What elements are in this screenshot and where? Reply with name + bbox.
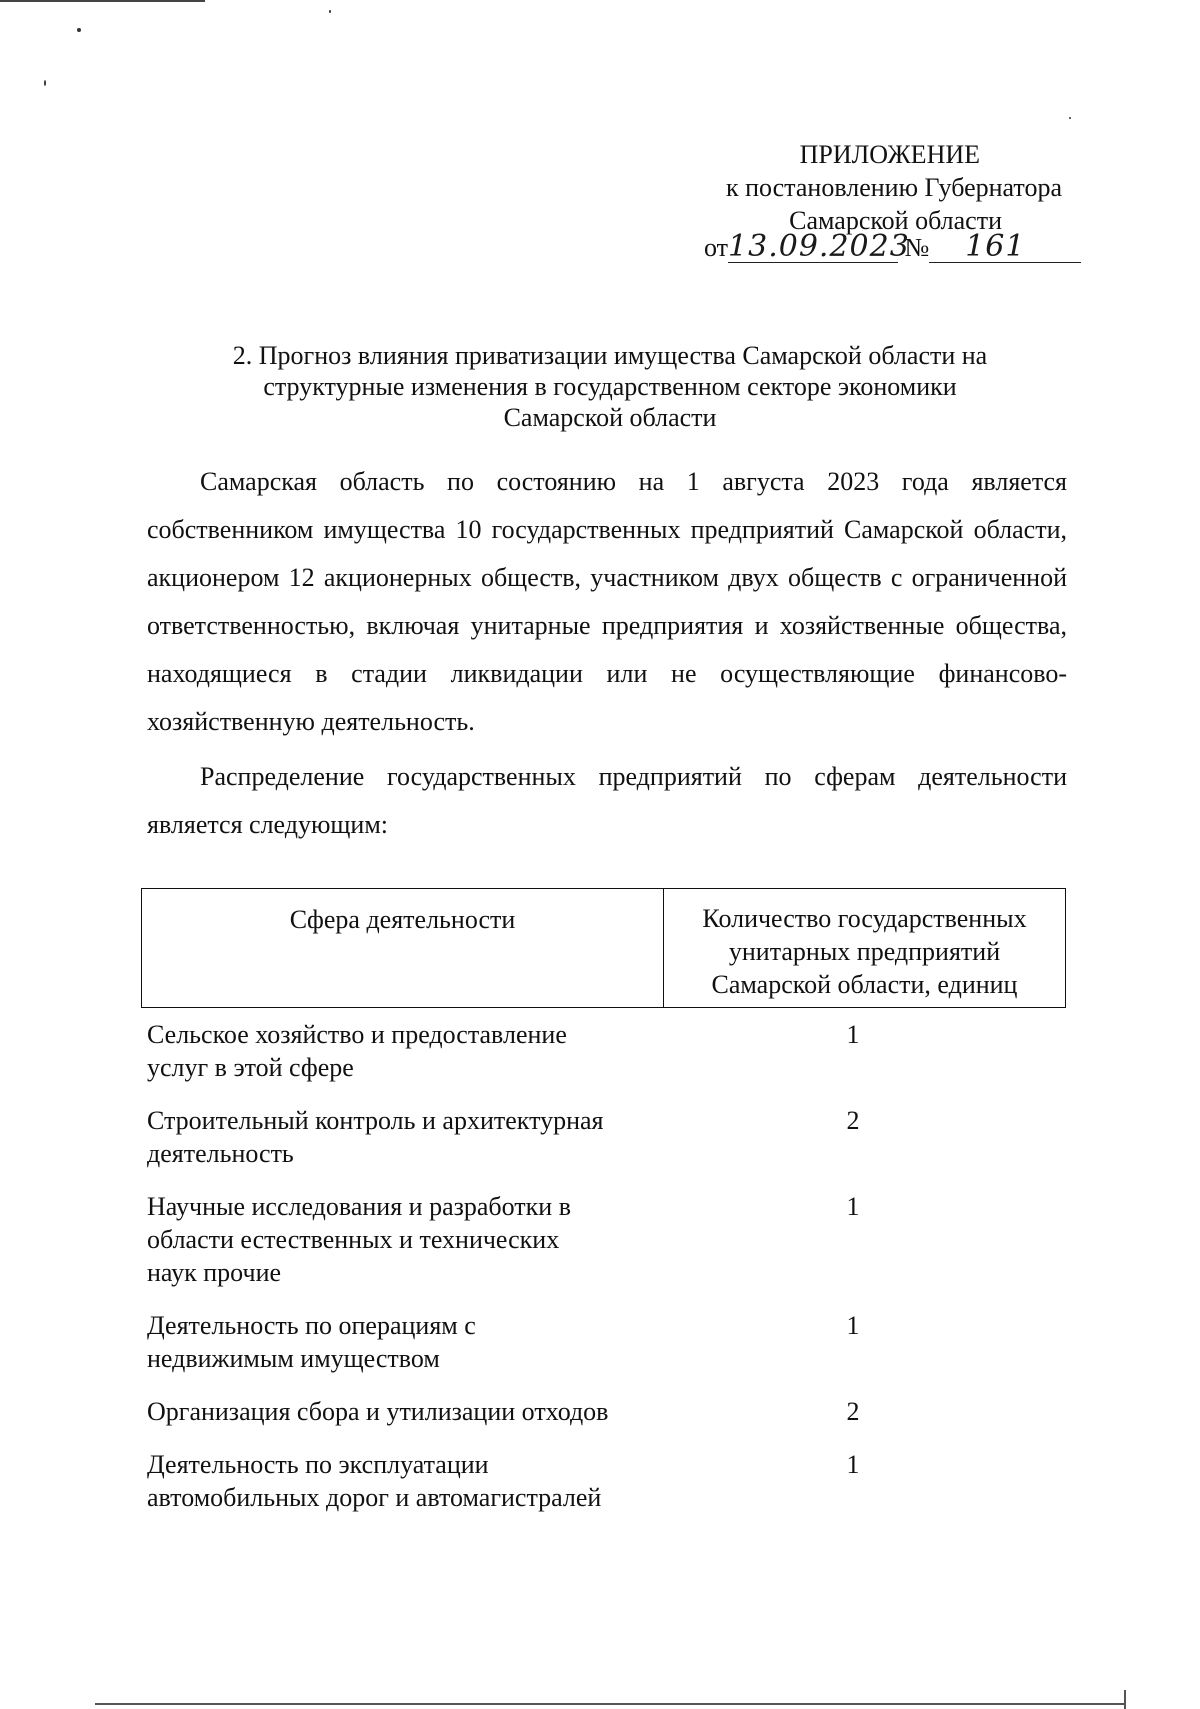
number-prefix: № (904, 233, 930, 262)
row-sphere-line: Сельское хозяйство и предоставление (147, 1020, 567, 1049)
scan-edge-right (1124, 1690, 1126, 1709)
table-header-count-line: унитарных предприятий (728, 937, 1001, 966)
table-row (147, 1448, 1067, 1514)
appendix-reference: к постановлению Губернатора (725, 173, 1062, 202)
table-header-sphere: Сфера деятельности (142, 889, 664, 1007)
table-row (147, 1104, 1067, 1170)
table-body (147, 1018, 1067, 1534)
section-heading-line: структурные изменения в государственном секторе экономики (263, 372, 957, 401)
row-sphere-line: Деятельность по операциям с (147, 1311, 476, 1340)
row-sphere (147, 1190, 657, 1289)
table-header (141, 888, 1066, 1008)
date-prefix: от (704, 233, 729, 262)
row-sphere-line: автомобильных дорог и автомагистралей (147, 1483, 602, 1512)
row-sphere-line: Организация сбора и утилизации отходов (147, 1397, 609, 1426)
row-count: 2 (846, 1106, 860, 1135)
appendix-header (582, 138, 1062, 237)
row-sphere-line: Деятельность по эксплуатации (147, 1450, 489, 1479)
row-sphere-line: Строительный контроль и архитектурная (147, 1106, 604, 1135)
appendix-region: Самарской области (789, 206, 1002, 235)
resolution-date: 13.09.2023 (728, 229, 910, 264)
row-sphere-line: недвижимым имуществом (147, 1344, 440, 1373)
table-row (147, 1190, 1067, 1289)
table-header-count (664, 889, 1065, 1007)
table-row (147, 1395, 1067, 1428)
row-sphere (147, 1395, 657, 1428)
section-heading (140, 340, 1080, 433)
row-sphere-line: услуг в этой сфере (147, 1053, 354, 1082)
row-count: 1 (846, 1311, 860, 1340)
scan-speck (44, 80, 46, 86)
row-count: 2 (846, 1397, 860, 1426)
paragraph-distribution: Распределение государственных предприятий по сферам деятельности является следующим: (147, 762, 1067, 839)
row-sphere (147, 1018, 657, 1084)
section-heading-line: Самарской области (503, 403, 717, 432)
row-count: 1 (846, 1192, 860, 1221)
resolution-date-line (704, 229, 1081, 264)
table-row (147, 1018, 1067, 1084)
row-sphere-line: наук прочие (147, 1258, 282, 1287)
row-count: 1 (846, 1020, 860, 1049)
row-sphere-line: деятельность (147, 1139, 294, 1168)
scan-speck (1069, 117, 1071, 119)
scan-speck (329, 10, 331, 13)
row-count: 1 (846, 1450, 860, 1479)
table-header-count-line: Самарской области, единиц (711, 970, 1018, 999)
row-sphere (147, 1448, 657, 1514)
row-sphere (147, 1309, 657, 1375)
row-sphere-line: области естественных и технических (147, 1225, 560, 1254)
section-heading-line: 2. Прогноз влияния приватизации имущества Самарской области на (232, 341, 988, 370)
table-row (147, 1309, 1067, 1375)
table-header-count-line: Количество государственных (702, 904, 1027, 933)
scan-edge-top (0, 0, 205, 2)
scan-edge-bottom (95, 1703, 1125, 1705)
appendix-title: ПРИЛОЖЕНИЕ (799, 140, 980, 169)
row-sphere (147, 1104, 657, 1170)
scan-speck (77, 28, 81, 32)
paragraph-ownership: Самарская область по состоянию на 1 августа 2023 года является собственником имущества 10 государственных предприятий Самарской области, акционером 12 акционерных обществ, участником двух обществ с ограниченной ответственностью, включая унитарные предприятия и хозяйственные общества, находящиеся в стадии ликвидации или не осуществляющие финансово-хозяйственную деятельность. (147, 467, 1067, 736)
row-sphere-line: Научные исследования и разработки в (147, 1192, 571, 1221)
resolution-number: 161 (965, 229, 1026, 264)
